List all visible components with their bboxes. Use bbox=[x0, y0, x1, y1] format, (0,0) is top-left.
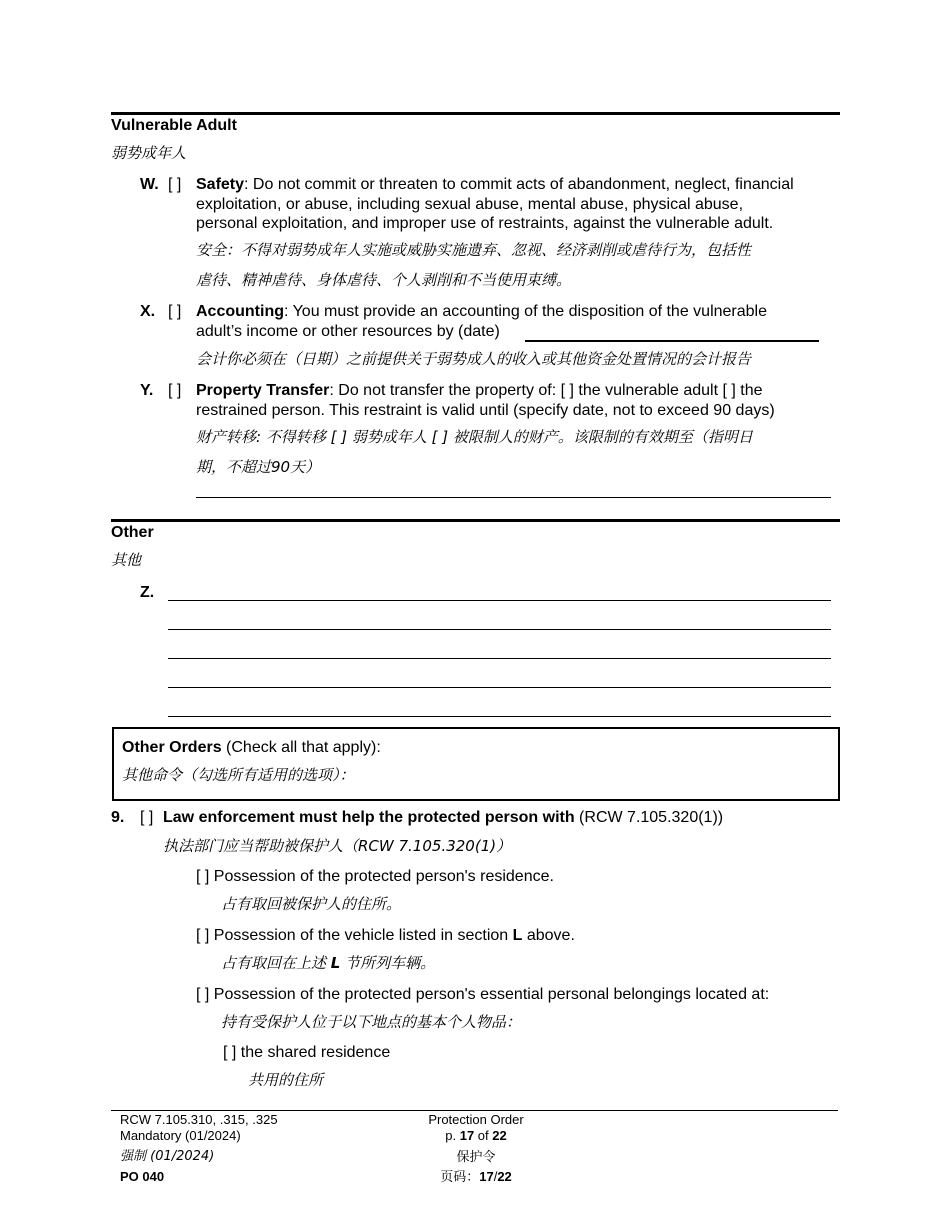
checkbox-w[interactable]: [ ] bbox=[168, 176, 182, 193]
footer-page-zh-total: 22 bbox=[497, 1169, 512, 1184]
date-fill-line-x[interactable] bbox=[525, 340, 819, 342]
footer-divider bbox=[111, 1110, 838, 1111]
footer-mandatory: Mandatory (01/2024) bbox=[120, 1128, 241, 1143]
checkbox-belongings[interactable]: [ ] bbox=[196, 986, 210, 1003]
option-belongings-zh: 持有受保护人位于以下地点的基本个人物品： bbox=[221, 1013, 522, 1031]
item-w-title: Safety bbox=[196, 176, 245, 193]
option-residence-zh: 占有取回被保护人的住所。 bbox=[221, 895, 402, 913]
footer-center bbox=[396, 1112, 556, 1185]
footer-page-current: 17 bbox=[459, 1128, 475, 1143]
option-vehicle-label-bold: L bbox=[512, 927, 523, 944]
date-fill-line-y[interactable] bbox=[196, 497, 831, 498]
item-y-zh-line1: 财产转移: 不得转移 [ ] 弱势成年人 [ ] 被限制人的财产。该限制的有效期至（指明日 bbox=[196, 428, 753, 446]
footer-page-of: of bbox=[474, 1128, 493, 1143]
item-w-text-line1 bbox=[196, 176, 794, 194]
item-x-zh-line1: 会计你必须在（日期）之前提供关于弱势成人的收入或其他资金处置情况的会计报告 bbox=[196, 350, 752, 368]
item-letter-z: Z. bbox=[140, 584, 155, 601]
section-heading-other-zh: 其他 bbox=[111, 551, 142, 569]
fill-line-z-1[interactable] bbox=[168, 600, 831, 601]
other-orders-title bbox=[122, 739, 381, 757]
other-orders-title-bold: Other Orders bbox=[122, 739, 222, 756]
option-vehicle-zh-bold: L bbox=[330, 954, 341, 972]
footer-left bbox=[120, 1112, 278, 1185]
footer-mandatory-zh: 强制 (01/2024) bbox=[120, 1149, 215, 1164]
footer-form-id: PO 040 bbox=[120, 1169, 165, 1184]
item-x-title: Accounting bbox=[196, 303, 284, 320]
footer-page-zh bbox=[396, 1169, 556, 1185]
sub-option-shared-residence bbox=[223, 1044, 390, 1062]
item-w-zh-line1: 安全：不得对弱势成年人实施或威胁实施遗弃、忽视、经济剥削或虐待行为，包括性 bbox=[196, 241, 752, 259]
item-y-body1: : Do not transfer the property of: [ ] the vulnerable adult [ ] the bbox=[329, 382, 763, 399]
item-letter-x: X. bbox=[140, 303, 156, 320]
option-residence-label: Possession of the protected person's residence. bbox=[213, 868, 554, 885]
option-belongings-label: Possession of the protected person's essential personal belongings located at: bbox=[213, 986, 770, 1003]
footer-page-zh-current: 17 bbox=[479, 1169, 494, 1184]
option-vehicle bbox=[196, 927, 575, 945]
checkbox-x[interactable]: [ ] bbox=[168, 303, 182, 320]
item-w-body1: : Do not commit or threaten to commit acts of abandonment, neglect, financial bbox=[244, 176, 794, 193]
footer-page-zh-prefix: 页码： bbox=[440, 1169, 480, 1184]
item-number-9: 9. bbox=[111, 809, 125, 826]
footer-doc-title: Protection Order bbox=[428, 1112, 524, 1127]
item-y-text-line1 bbox=[196, 382, 763, 400]
sub-option-shared-residence-zh: 共用的住所 bbox=[248, 1071, 324, 1089]
item-9-title-zh: 执法部门应当帮助被保护人（RCW 7.105.320(1)） bbox=[163, 837, 512, 855]
section-divider bbox=[111, 519, 840, 522]
option-vehicle-zh-b: 节所列车辆。 bbox=[340, 954, 436, 972]
footer-page-prefix: p. bbox=[445, 1128, 460, 1143]
checkbox-vehicle[interactable]: [ ] bbox=[196, 927, 210, 944]
option-vehicle-zh bbox=[221, 952, 435, 973]
item-x-body1: : You must provide an accounting of the disposition of the vulnerable bbox=[284, 303, 767, 320]
footer-doc-title-zh: 保护令 bbox=[456, 1149, 496, 1164]
footer-page-total: 22 bbox=[492, 1128, 507, 1143]
item-letter-w: W. bbox=[140, 176, 159, 193]
item-w-text-line3: personal exploitation, and improper use of restraints, against the vulnerable adult. bbox=[196, 215, 774, 232]
fill-line-z-4[interactable] bbox=[168, 687, 831, 688]
section-heading-vulnerable-adult-zh: 弱势成年人 bbox=[111, 144, 187, 162]
item-w-zh-line2: 虐待、精神虐待、身体虐待、个人剥削和不当使用束缚。 bbox=[196, 271, 572, 289]
section-divider bbox=[111, 112, 840, 115]
item-x-text-line1 bbox=[196, 303, 767, 321]
section-heading-other: Other bbox=[111, 524, 154, 541]
other-orders-title-zh: 其他命令（勾选所有适用的选项）： bbox=[122, 766, 355, 784]
other-orders-subtitle: (Check all that apply): bbox=[221, 739, 381, 756]
option-belongings bbox=[196, 986, 769, 1004]
item-letter-y: Y. bbox=[140, 382, 154, 399]
checkbox-shared-residence[interactable]: [ ] bbox=[223, 1044, 237, 1061]
item-x-text-line2: adult’s income or other resources by (date) bbox=[196, 323, 500, 340]
footer-page-zh-sep: / bbox=[493, 1169, 498, 1184]
option-vehicle-label-b: above. bbox=[522, 927, 575, 944]
fill-line-z-3[interactable] bbox=[168, 658, 831, 659]
sub-option-shared-residence-label: the shared residence bbox=[240, 1044, 391, 1061]
item-y-text-line2: restrained person. This restraint is valid until (specify date, not to exceed 90 days) bbox=[196, 402, 775, 419]
fill-line-z-5[interactable] bbox=[168, 716, 831, 717]
fill-line-z-2[interactable] bbox=[168, 629, 831, 630]
checkbox-y[interactable]: [ ] bbox=[168, 382, 182, 399]
item-y-title: Property Transfer bbox=[196, 382, 330, 399]
item-9-citation: (RCW 7.105.320(1)) bbox=[574, 809, 724, 826]
item-9-title bbox=[163, 809, 723, 827]
option-vehicle-zh-a: 占有取回在上述 bbox=[221, 954, 331, 972]
section-heading-vulnerable-adult: Vulnerable Adult bbox=[111, 117, 237, 134]
footer-page bbox=[396, 1128, 556, 1144]
option-vehicle-label-a: Possession of the vehicle listed in section bbox=[213, 927, 513, 944]
footer-statute: RCW 7.105.310, .315, .325 bbox=[120, 1112, 278, 1127]
item-w-text-line2: exploitation, or abuse, including sexual abuse, mental abuse, physical abuse, bbox=[196, 196, 744, 213]
item-9-title-bold: Law enforcement must help the protected person with bbox=[163, 809, 575, 826]
option-residence bbox=[196, 868, 554, 886]
checkbox-residence[interactable]: [ ] bbox=[196, 868, 210, 885]
item-y-zh-line2: 期，不超过90天） bbox=[196, 458, 321, 476]
checkbox-9[interactable]: [ ] bbox=[140, 809, 154, 826]
